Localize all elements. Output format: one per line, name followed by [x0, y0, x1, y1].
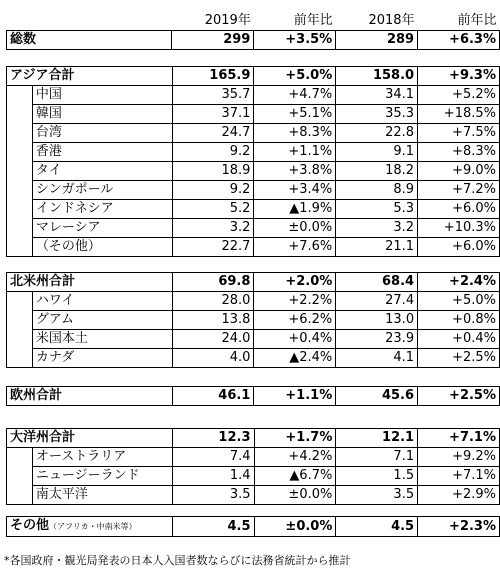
value-2018: 12.1 [336, 429, 418, 448]
table-row [7, 311, 500, 330]
value-2018: 7.1 [336, 448, 418, 467]
value-2019: 24.0 [172, 330, 254, 349]
change-2018: +2.9% [418, 486, 500, 505]
change-2018: +7.1% [418, 467, 500, 486]
north-america-table [6, 272, 500, 368]
value-2018: 34.1 [336, 86, 418, 105]
value-2018: 18.2 [336, 162, 418, 181]
header-yoy-2018: 前年比 [457, 13, 497, 28]
value-2019: 24.7 [172, 124, 254, 143]
row-label [7, 517, 173, 537]
change-2018: +7.1% [418, 429, 500, 448]
value-2019: 46.1 [172, 387, 254, 406]
change-2018: +6.0% [418, 200, 500, 219]
value-2018: 289 [336, 31, 418, 50]
table-row [7, 448, 500, 467]
change-2019: +2.2% [254, 292, 336, 311]
table-row [7, 162, 500, 181]
change-2019: +3.8% [254, 162, 336, 181]
value-2019: 9.2 [172, 143, 254, 162]
change-2018: +2.3% [418, 517, 500, 537]
row-label: 台湾 [32, 124, 172, 143]
value-2018: 4.1 [336, 349, 418, 368]
other-table [6, 516, 500, 537]
header-row [7, 12, 500, 31]
asia-table [6, 66, 500, 257]
grand-total-row [7, 31, 500, 50]
table-row [7, 292, 500, 311]
value-2019: 3.2 [172, 219, 254, 238]
change-2019: +3.5% [254, 31, 336, 50]
change-2019: +7.6% [254, 238, 336, 257]
change-2018: +18.5% [418, 105, 500, 124]
row-label: アジア合計 [7, 67, 173, 86]
table-row [7, 105, 500, 124]
table-row [7, 143, 500, 162]
value-2019: 28.0 [172, 292, 254, 311]
value-2018: 1.5 [336, 467, 418, 486]
change-2018: +9.2% [418, 448, 500, 467]
change-2019: +1.1% [254, 143, 336, 162]
value-2018: 45.6 [336, 387, 418, 406]
value-2019: 12.3 [172, 429, 254, 448]
change-2019: +6.2% [254, 311, 336, 330]
row-label: オーストラリア [32, 448, 172, 467]
change-2019: ▲6.7% [254, 467, 336, 486]
oceania-total-row [7, 429, 500, 448]
other-note: （アフリカ・中南米等） [49, 522, 137, 531]
row-label: 香港 [32, 143, 172, 162]
europe-total-row [7, 387, 500, 406]
header-yoy-2019: 前年比 [293, 13, 333, 28]
row-label: タイ [32, 162, 172, 181]
value-2019: 165.9 [172, 67, 254, 86]
change-2019: +0.4% [254, 330, 336, 349]
header-2019: 2019年 [204, 13, 251, 28]
value-2018: 35.3 [336, 105, 418, 124]
value-2019: 9.2 [172, 181, 254, 200]
row-label: カナダ [32, 349, 172, 368]
row-label: インドネシア [32, 200, 172, 219]
row-label: （その他） [32, 238, 172, 257]
total-table [6, 12, 500, 50]
change-2018: +0.4% [418, 330, 500, 349]
row-label: 中国 [32, 86, 172, 105]
table-row [7, 467, 500, 486]
change-2019: ±0.0% [254, 219, 336, 238]
value-2019: 18.9 [172, 162, 254, 181]
row-label: 総数 [7, 31, 172, 50]
value-2018: 3.2 [336, 219, 418, 238]
table-row [7, 181, 500, 200]
value-2019: 4.5 [172, 517, 254, 537]
value-2018: 3.5 [336, 486, 418, 505]
change-2019: ▲1.9% [254, 200, 336, 219]
value-2019: 5.2 [172, 200, 254, 219]
value-2018: 8.9 [336, 181, 418, 200]
change-2019: +2.0% [254, 273, 336, 292]
change-2019: +4.2% [254, 448, 336, 467]
value-2018: 5.3 [336, 200, 418, 219]
row-label: 大洋州合計 [7, 429, 173, 448]
change-2019: +3.4% [254, 181, 336, 200]
footnote: *各国政府・観光局発表の日本人入国者数ならびに法務省統計から推計 [4, 554, 351, 567]
row-label: 欧州合計 [7, 387, 173, 406]
value-2018: 68.4 [336, 273, 418, 292]
table-row [7, 200, 500, 219]
change-2019: +5.0% [254, 67, 336, 86]
change-2019: ▲2.4% [254, 349, 336, 368]
change-2018: +5.2% [418, 86, 500, 105]
value-2018: 13.0 [336, 311, 418, 330]
value-2019: 1.4 [172, 467, 254, 486]
change-2018: +7.5% [418, 124, 500, 143]
value-2018: 27.4 [336, 292, 418, 311]
value-2019: 299 [172, 31, 254, 50]
row-label: ハワイ [32, 292, 172, 311]
change-2019: +5.1% [254, 105, 336, 124]
value-2019: 37.1 [172, 105, 254, 124]
value-2019: 69.8 [172, 273, 254, 292]
change-2018: +2.5% [418, 349, 500, 368]
north-america-total-row [7, 273, 500, 292]
change-2018: +2.5% [418, 387, 500, 406]
table-row [7, 124, 500, 143]
change-2019: +4.7% [254, 86, 336, 105]
value-2018: 21.1 [336, 238, 418, 257]
value-2018: 4.5 [336, 517, 418, 537]
header-2018: 2018年 [368, 13, 415, 28]
table-row [7, 238, 500, 257]
change-2018: +5.0% [418, 292, 500, 311]
value-2018: 9.1 [336, 143, 418, 162]
value-2019: 7.4 [172, 448, 254, 467]
row-label: マレーシア [32, 219, 172, 238]
asia-total-row [7, 67, 500, 86]
row-label: 米国本土 [32, 330, 172, 349]
change-2019: ±0.0% [254, 486, 336, 505]
row-label: シンガポール [32, 181, 172, 200]
other-total-row [7, 517, 500, 537]
change-2018: +6.3% [418, 31, 500, 50]
change-2019: +1.1% [254, 387, 336, 406]
table-row [7, 86, 500, 105]
change-2018: +9.0% [418, 162, 500, 181]
change-2018: +0.8% [418, 311, 500, 330]
table-row [7, 486, 500, 505]
value-2018: 23.9 [336, 330, 418, 349]
change-2018: +8.3% [418, 143, 500, 162]
value-2019: 4.0 [172, 349, 254, 368]
value-2019: 3.5 [172, 486, 254, 505]
row-label: ニュージーランド [32, 467, 172, 486]
change-2018: +2.4% [418, 273, 500, 292]
europe-table [6, 386, 500, 406]
change-2019: +1.7% [254, 429, 336, 448]
oceania-table [6, 428, 500, 505]
row-label: 韓国 [32, 105, 172, 124]
change-2018: +7.2% [418, 181, 500, 200]
table-row [7, 330, 500, 349]
value-2019: 35.7 [172, 86, 254, 105]
other-label: その他 [10, 518, 50, 533]
change-2019: ±0.0% [254, 517, 336, 537]
table-row [7, 349, 500, 368]
row-label: 北米州合計 [7, 273, 173, 292]
row-label: 南太平洋 [32, 486, 172, 505]
value-2018: 22.8 [336, 124, 418, 143]
change-2018: +9.3% [418, 67, 500, 86]
value-2018: 158.0 [336, 67, 418, 86]
value-2019: 22.7 [172, 238, 254, 257]
change-2018: +10.3% [418, 219, 500, 238]
change-2018: +6.0% [418, 238, 500, 257]
change-2019: +8.3% [254, 124, 336, 143]
row-label: グアム [32, 311, 172, 330]
value-2019: 13.8 [172, 311, 254, 330]
table-row [7, 219, 500, 238]
